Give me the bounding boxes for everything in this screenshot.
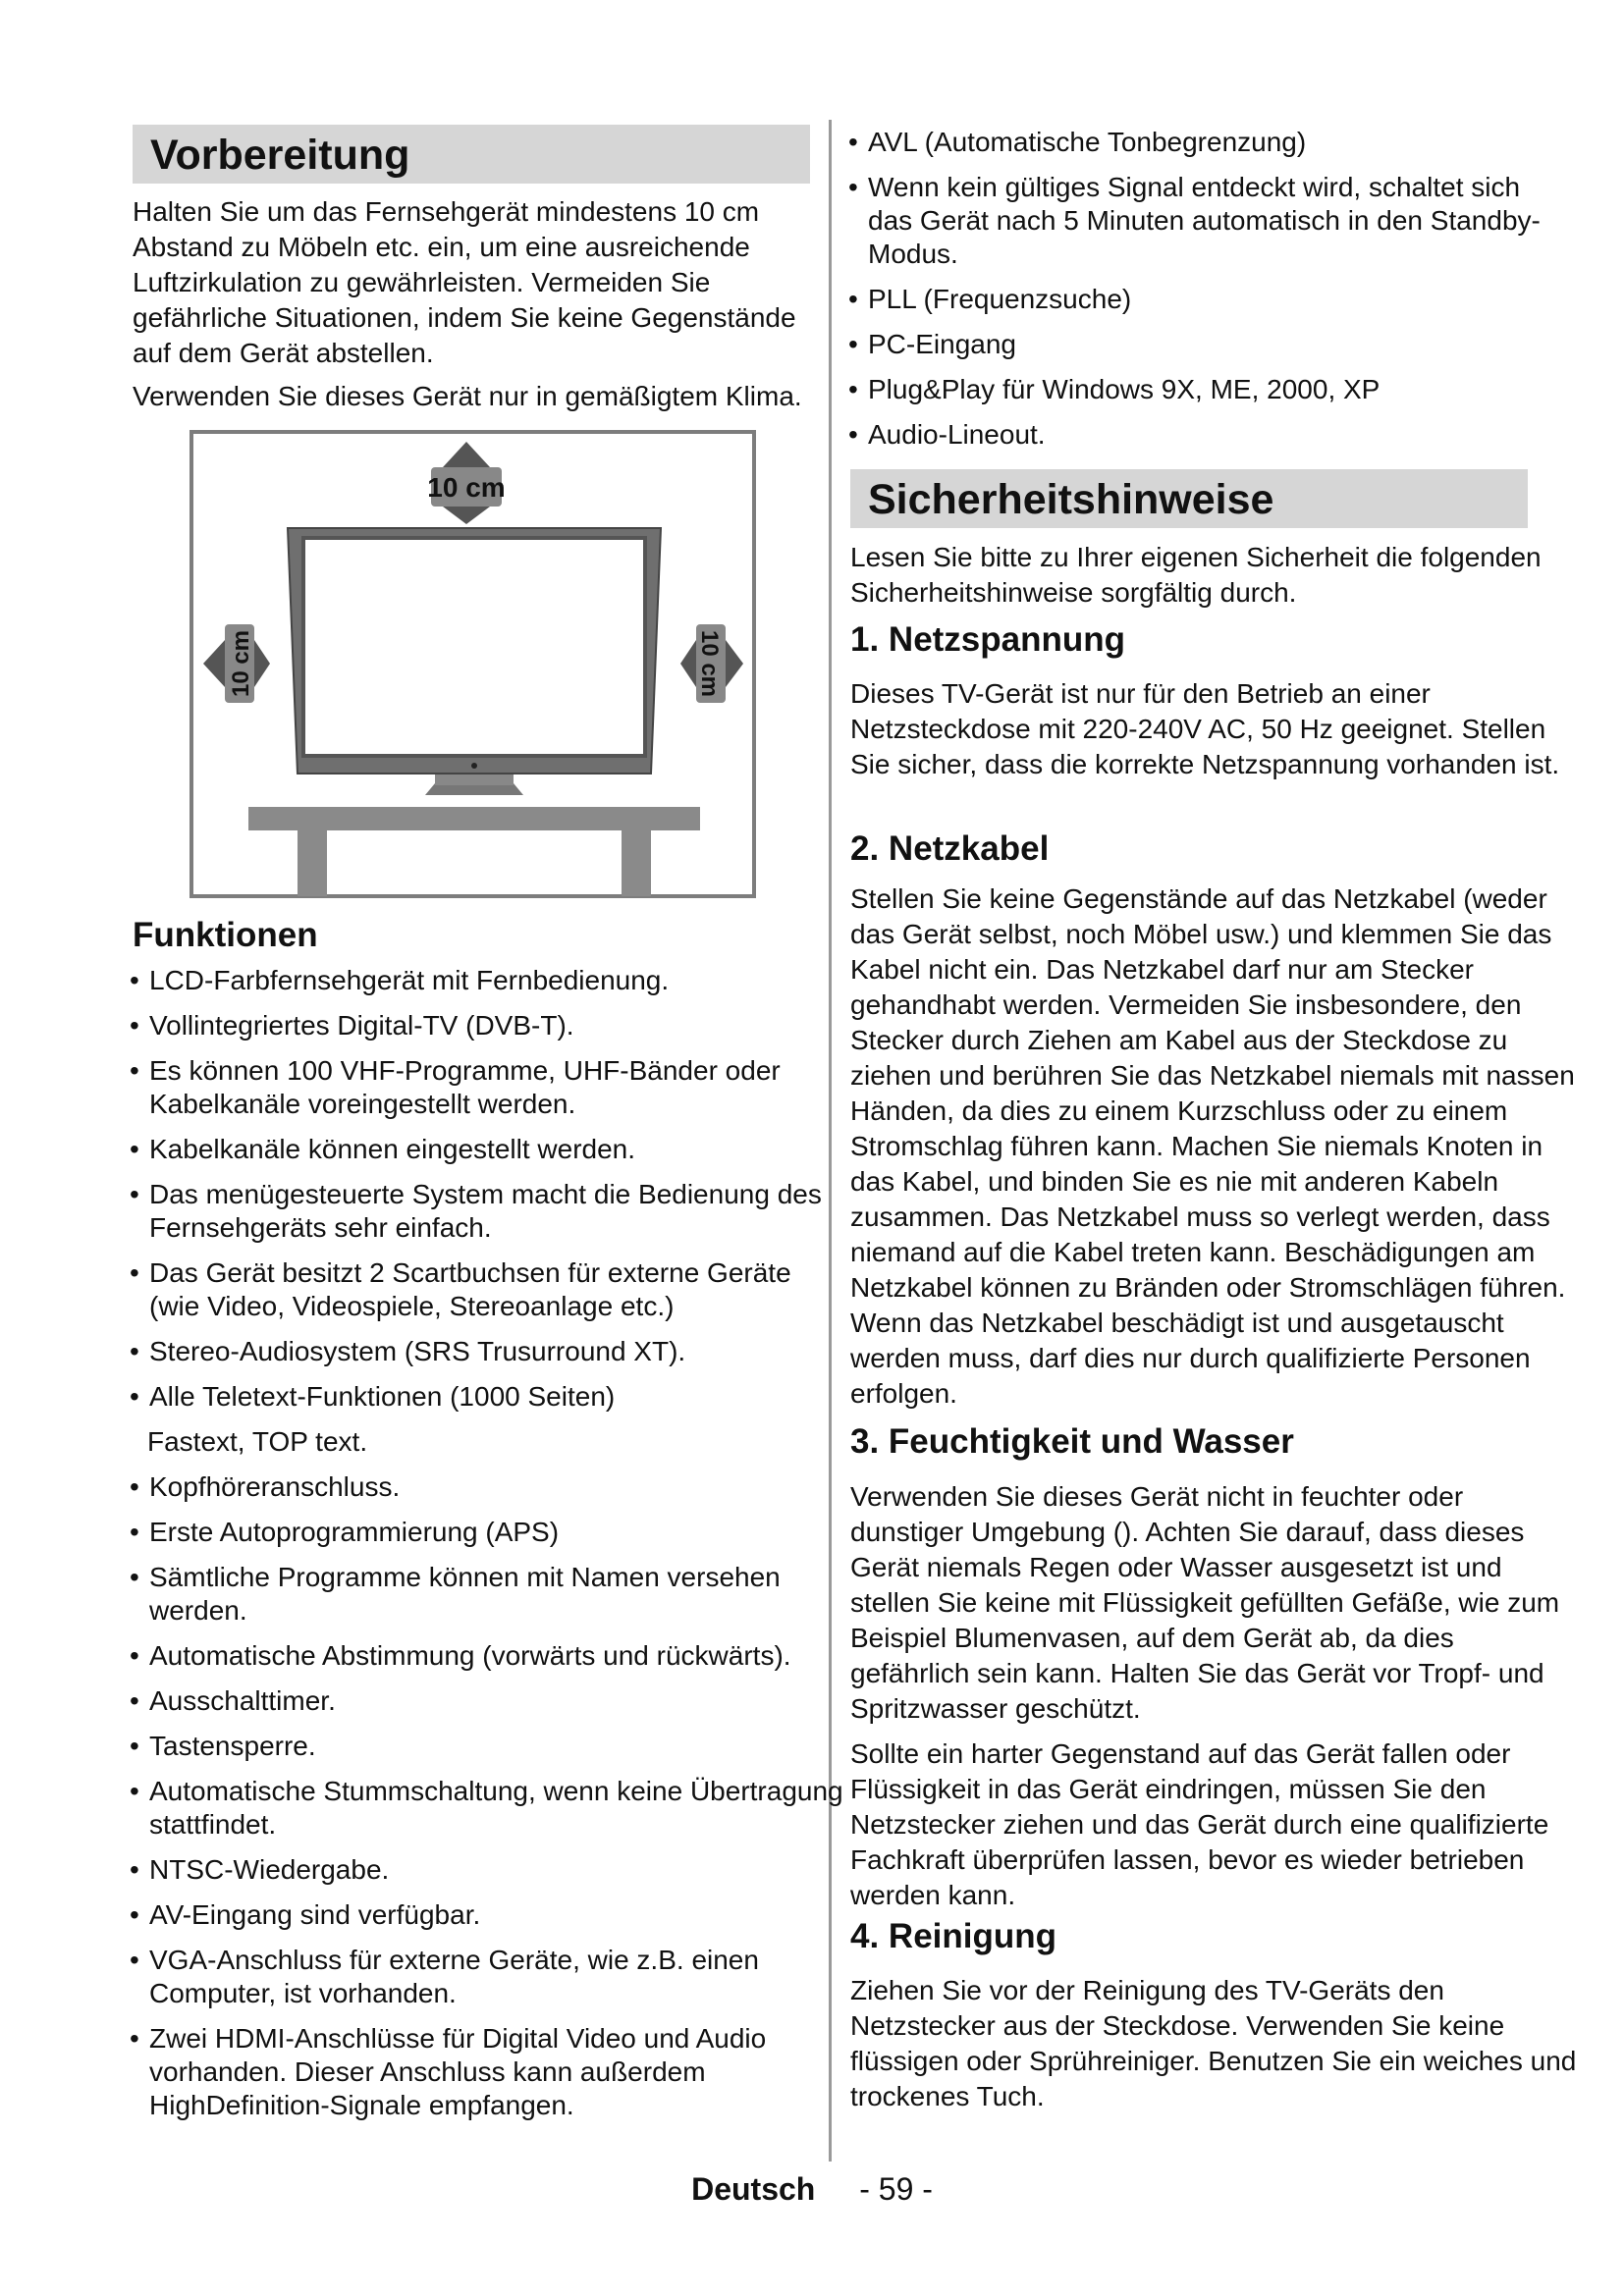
funktionen-list — [128, 964, 844, 2134]
section-title-funktionen: Funktionen — [133, 916, 318, 954]
reinigung-heading: 4. Reinigung — [850, 1917, 1056, 1955]
left-clearance-label: 10 cm — [228, 629, 254, 698]
page-number: - 59 - — [859, 2171, 933, 2207]
page-footer — [0, 2171, 1624, 2208]
list-item: • Kabelkanäle können eingestellt werden. — [128, 1133, 844, 1166]
section-title-vorbereitung: Vorbereitung — [133, 125, 810, 184]
funktionen-list-continued — [846, 126, 1563, 463]
reinigung-text: Ziehen Sie vor der Reinigung des TV-Geräts den Netzstecker aus der Steckdose. Verwenden Sie keine flüssigen oder Sprühreiniger. Benutzen Sie ein weiches und trockenes Tuch. — [850, 1975, 1577, 2111]
list-item: • Ausschalttimer. — [128, 1684, 844, 1718]
list-item: • Kopfhöreranschluss. — [128, 1470, 844, 1504]
list-item: • Erste Autoprogrammierung (APS) — [128, 1516, 844, 1549]
netzspannung-text: Dieses TV-Gerät ist nur für den Betrieb an einer Netzsteckdose mit 220-240V AC, 50 Hz geeignet. Stellen Sie sicher, dass die korrekte Netzspannung vorhanden ist. — [850, 678, 1560, 779]
list-item: • Zwei HDMI-Anschlüsse für Digital Video und Audio vorhanden. Dieser Anschluss kann außerdem HighDefinition-Signale empfangen. — [128, 2022, 844, 2122]
list-item: • LCD-Farbfernsehgerät mit Fernbedienung. — [128, 964, 844, 997]
feuchtigkeit-heading: 3. Feuchtigkeit und Wasser — [850, 1422, 1294, 1461]
list-item: • Plug&Play für Windows 9X, ME, 2000, XP — [846, 373, 1563, 406]
list-item: • Vollintegriertes Digital-TV (DVB-T). — [128, 1009, 844, 1042]
list-item: • Das Gerät besitzt 2 Scartbuchsen für externe Geräte (wie Video, Videospiele, Stereoanlage etc.) — [128, 1256, 844, 1323]
list-item: • PC-Eingang — [846, 328, 1563, 361]
list-item: • Das menügesteuerte System macht die Bedienung des Fernsehgeräts sehr einfach. — [128, 1178, 844, 1245]
footer-language: Deutsch — [691, 2171, 816, 2207]
sicherheit-intro: Lesen Sie bitte zu Ihrer eigenen Sicherheit die folgenden Sicherheitshinweise sorgfältig durch. — [850, 542, 1542, 608]
feuchtigkeit-text-1: Verwenden Sie dieses Gerät nicht in feuchter oder dunstiger Umgebung (). Achten Sie darauf, dass dieses Gerät niemals Regen oder Wasser ausgesetzt ist und stellen Sie keine mit Flüssigkeit gefüllten Gefäße, wie zum Beispiel Blumenvasen, auf dem Gerät ab, da dies gefährlich sein kann. Halten Sie das Gerät vor Tropf- und Spritzwasser geschützt. — [850, 1481, 1560, 1724]
list-item: • PLL (Frequenzsuche) — [846, 283, 1563, 316]
list-item: • Alle Teletext-Funktionen (1000 Seiten) — [128, 1380, 844, 1414]
tv-clearance-illustration — [189, 430, 756, 898]
list-item: • Es können 100 VHF-Programme, UHF-Bänder oder Kabelkanäle voreingestellt werden. — [128, 1054, 844, 1121]
list-item: • AV-Eingang sind verfügbar. — [128, 1898, 844, 1932]
list-item: • Automatische Abstimmung (vorwärts und rückwärts). — [128, 1639, 844, 1673]
section-title-sicherheitshinweise: Sicherheitshinweise — [850, 469, 1528, 528]
top-clearance-label: 10 cm — [427, 472, 506, 503]
list-item: • NTSC-Wiedergabe. — [128, 1853, 844, 1887]
netzkabel-text: Stellen Sie keine Gegenstände auf das Netzkabel (weder das Gerät selbst, noch Möbel usw.) und klemmen Sie das Kabel nicht ein. Das Netzkabel darf nur am Stecker gehandhabt werden. Vermeiden Sie insbesondere, den Stecker durch Ziehen am Kabel aus der Steckdose zu ziehen und berühren Sie das Netzkabel niemals mit nassen Händen, da dies zu einem Kurzschluss oder zu einem Stromschlag führen kann. Machen Sie niemals Knoten in das Kabel, und binden Sie es nie mit anderen Kabeln zusammen. Das Netzkabel muss so verlegt werden, dass niemand auf die Kabel treten kann. Beschädigungen am Netzkabel können zu Bränden oder Stromschlägen führen. Wenn das Netzkabel beschädigt ist und ausgetauscht werden muss, darf dies nur durch qualifizierte Personen erfolgen. — [850, 883, 1575, 1409]
right-clearance-label: 10 cm — [696, 629, 723, 698]
list-item: • AVL (Automatische Tonbegrenzung) — [846, 126, 1563, 159]
netzspannung-heading: 1. Netzspannung — [850, 620, 1126, 659]
list-item: • Audio-Lineout. — [846, 418, 1563, 452]
list-item: Fastext, TOP text. — [147, 1426, 368, 1457]
list-item: • Wenn kein gültiges Signal entdeckt wird, schaltet sich das Gerät nach 5 Minuten automatisch in den Standby-Modus. — [846, 171, 1563, 271]
list-item: • Stereo-Audiosystem (SRS Trusurround XT). — [128, 1335, 844, 1368]
vorbereitung-paragraph: Halten Sie um das Fernsehgerät mindestens 10 cm Abstand zu Möbeln etc. ein, um eine ausreichende Luftzirkulation zu gewährleisten. Vermeiden Sie gefährliche Situationen, indem Sie keine Gegenstände auf dem Gerät abstellen. — [133, 196, 796, 368]
list-item: • Automatische Stummschaltung, wenn keine Übertragung stattfindet. — [128, 1775, 844, 1842]
climate-note: Verwenden Sie dieses Gerät nur in gemäßigtem Klima. — [133, 381, 802, 411]
feuchtigkeit-text-2: Sollte ein harter Gegenstand auf das Gerät fallen oder Flüssigkeit in das Gerät eindringen, müssen Sie den Netzstecker ziehen und das Gerät durch eine qualifizierte Fachkraft überprüfen lassen, bevor es wieder betrieben werden kann. — [850, 1738, 1549, 1910]
list-item: • Sämtliche Programme können mit Namen versehen werden. — [128, 1561, 844, 1628]
list-item: • Tastensperre. — [128, 1730, 844, 1763]
list-item: • VGA-Anschluss für externe Geräte, wie z.B. einen Computer, ist vorhanden. — [128, 1944, 844, 2010]
netzkabel-heading: 2. Netzkabel — [850, 829, 1050, 868]
